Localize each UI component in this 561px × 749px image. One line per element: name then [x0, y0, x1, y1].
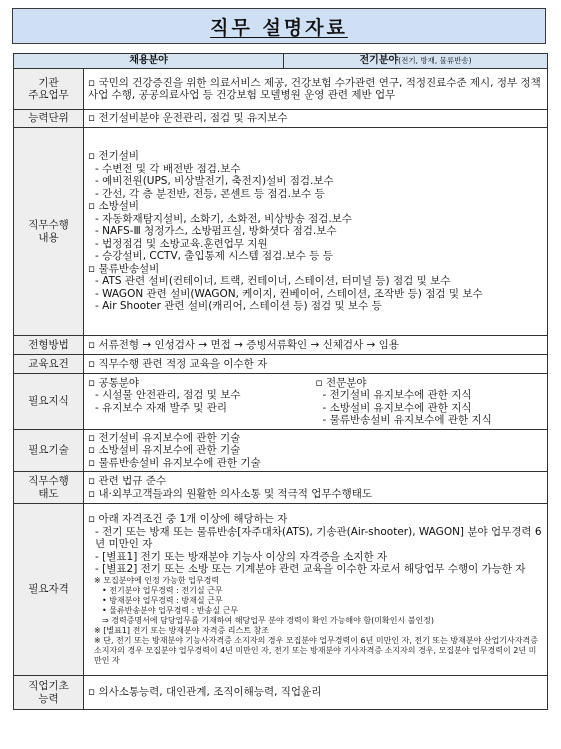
- row-education: [14, 355, 548, 374]
- qualification-note: • 전기분야 업무경력 : 전기실 근무: [102, 585, 223, 595]
- skill-line: ▫ 소방설비 유지보수에 관한 기술: [88, 444, 241, 457]
- knowledge-line: ▫ 전문분야: [315, 376, 367, 389]
- duty-line: - 수변전 및 각 배전반 점검.보수: [95, 162, 241, 175]
- knowledge-special: [316, 377, 544, 427]
- qualification-line: ▫ 아래 자격조건 중 1개 이상에 해당하는 자: [88, 513, 288, 526]
- duty-line: - 예비전원(UPS, 비상발전기, 축전지)설비 점검.보수: [95, 175, 334, 188]
- label-qualification: 필요자격: [14, 504, 84, 676]
- qualification-line: - [별표2] 전기 또는 소방 또는 기계분야 관련 교육을 이수한 자로서 해당업무 수행이 가능한 자: [95, 563, 526, 576]
- qualification-line: - [별표1] 전기 또는 방재분야 기능사 이상의 자격증을 소지한 자: [95, 550, 388, 563]
- row-process: [14, 336, 548, 355]
- duty-line: ▫ 소방설비: [88, 200, 140, 213]
- duty-content: [84, 128, 548, 336]
- agency-text: ▫ 국민의 건강증진을 위한 의료서비스 제공, 건강보험 수가관련 연구, 적정진료수준 제시, 정부 정책사업 수행, 공공의료사업 등 건강보험 모델병원 운영 관련 제반 업무: [84, 69, 548, 110]
- row-unit: [14, 110, 548, 128]
- page-title: 직무 설명자료: [210, 16, 348, 39]
- duty-line: - 간선, 각 층 분전반, 전등, 콘센트 등 점검.보수 등: [95, 187, 325, 200]
- row-knowledge: [14, 374, 548, 430]
- title-banner: [12, 8, 546, 44]
- duty-line: - 승강설비, CCTV, 출입통제 시스템 점검.보수 등 등: [95, 250, 333, 263]
- qualification-content: [84, 504, 548, 676]
- knowledge-common: [88, 377, 316, 427]
- skill-content: [84, 430, 548, 472]
- header-field-label: 채용분야: [14, 54, 284, 69]
- duty-line: ▫ 물류반송설비: [88, 262, 160, 275]
- label-agency: [14, 69, 84, 110]
- attitude-content: [84, 472, 548, 504]
- qualification-note: • 방재분야 업무경력 : 방재실 근무: [102, 595, 223, 605]
- qualification-note: ※ 모집분야에 인정 가능한 업무경력: [94, 575, 220, 585]
- row-skill: [14, 430, 548, 472]
- job-description-table: [13, 53, 548, 710]
- label-duty: [14, 128, 84, 336]
- qualification-note: • 물류반송분야 업무경력 : 반송실 근무: [102, 605, 239, 615]
- label-education: 교육요건: [14, 355, 84, 374]
- skill-line: ▫ 물류반송설비 유지보수에 관한 기술: [88, 456, 261, 469]
- basic-text: ▫ 의사소통능력, 대인관계, 조직이해능력, 직업윤리: [84, 676, 548, 710]
- qualification-note: ※ [별표1] 전기 또는 방재분야 자격증 리스트 참조: [94, 625, 269, 635]
- header-row: [14, 54, 548, 69]
- row-duty: [14, 128, 548, 336]
- duty-line: - WAGON 관련 설비(WAGON, 케이지, 컨베이어, 스테이션, 조작반 등) 점검 및 보수: [95, 287, 483, 300]
- label-skill: 필요기술: [14, 430, 84, 472]
- field-subtypes: (전기, 방재, 물류반송): [398, 55, 472, 65]
- duty-line: - NAFS-Ⅲ 청정가스, 소방펌프실, 방화셧다 점검.보수: [95, 225, 337, 238]
- attitude-line: ▫ 내·외부고객들과의 원활한 의사소통 및 적극적 업무수행태도: [88, 487, 373, 500]
- label-text: 직무수행 태도: [28, 475, 69, 500]
- qualification-note: ※ 단, 전기 또는 방재분야 기능사자격증 소지자의 경우 모집분야 업무경력이 6년 미만인 자, 전기 또는 방재분야 산업기사자격증 소지자의 경우 모집분야 업무경력이 4년 미만인 자, 전기 또는 방재분야 기사자격증 소지자의 경우, 모집분야 업무경력이 2년 미만인 자: [94, 635, 538, 665]
- row-basic: [14, 676, 548, 710]
- knowledge-line: - 시설물 안전관리, 점검 및 보수: [95, 389, 241, 401]
- knowledge-line: - 소방설비 유지보수에 관한 지식: [322, 401, 472, 414]
- row-agency: [14, 69, 548, 110]
- knowledge-line: - 전기설비 유지보수에 관한 지식: [322, 389, 472, 401]
- qualification-note: ⇒ 경력증명서에 담당업무를 기재하여 해당업무 분야 경력이 확인 가능해야 함(미확인시 불인정): [102, 615, 435, 625]
- process-text: ▫ 서류전형 → 인성검사 → 면접 → 증빙서류확인 → 신체검사 → 임용: [84, 336, 548, 355]
- header-field-value: [284, 54, 548, 69]
- duty-line: ▫ 전기설비: [88, 150, 140, 163]
- row-attitude: [14, 472, 548, 504]
- label-process: 전형방법: [14, 336, 84, 355]
- row-qualification: [14, 504, 548, 676]
- duty-line: - ATS 관련 설비(컨테이너, 트랙, 컨테이너, 스테이션, 터미널 등) 점검 및 보수: [95, 275, 451, 288]
- education-text: ▫ 직무수행 관련 적정 교육을 이수한 자: [84, 355, 548, 374]
- label-text: 직업기초 능력: [28, 680, 69, 705]
- label-text: 기관 주요업무: [28, 76, 69, 101]
- attitude-line: ▫ 관련 법규 준수: [88, 475, 166, 487]
- knowledge-line: - 물류반송설비 유지보수에 관한 지식: [322, 414, 492, 426]
- duty-line: - 자동화재탐지설비, 소화기, 소화전, 비상방송 점검.보수: [95, 212, 352, 225]
- knowledge-line: ▫ 공통분야: [88, 376, 140, 389]
- knowledge-content: [84, 374, 548, 430]
- duty-line: - 법정점검 및 소방교육.훈련업무 지원: [95, 237, 268, 250]
- field-name: 전기분야: [359, 54, 399, 66]
- label-basic: [14, 676, 84, 710]
- label-attitude: [14, 472, 84, 504]
- label-knowledge: 필요지식: [14, 374, 84, 430]
- label-text: 직무수행 내용: [28, 219, 69, 244]
- duty-line: - Air Shooter 관련 설비(캐리어, 스테이션 등) 점검 및 보수 등: [95, 300, 382, 313]
- unit-text: ▫ 전기설비분야 운전관리, 점검 및 유지보수: [84, 110, 548, 128]
- label-unit: 능력단위: [14, 110, 84, 128]
- qualification-line: - 전기 또는 방재 또는 물류반송[자주대차(ATS), 기송관(Air-shooter), WAGON] 분야 업무경력 6년 미만인 자: [95, 525, 542, 551]
- skill-line: ▫ 전기설비 유지보수에 관한 기술: [88, 431, 241, 444]
- knowledge-line: - 유지보수 자재 발주 및 관리: [95, 401, 228, 414]
